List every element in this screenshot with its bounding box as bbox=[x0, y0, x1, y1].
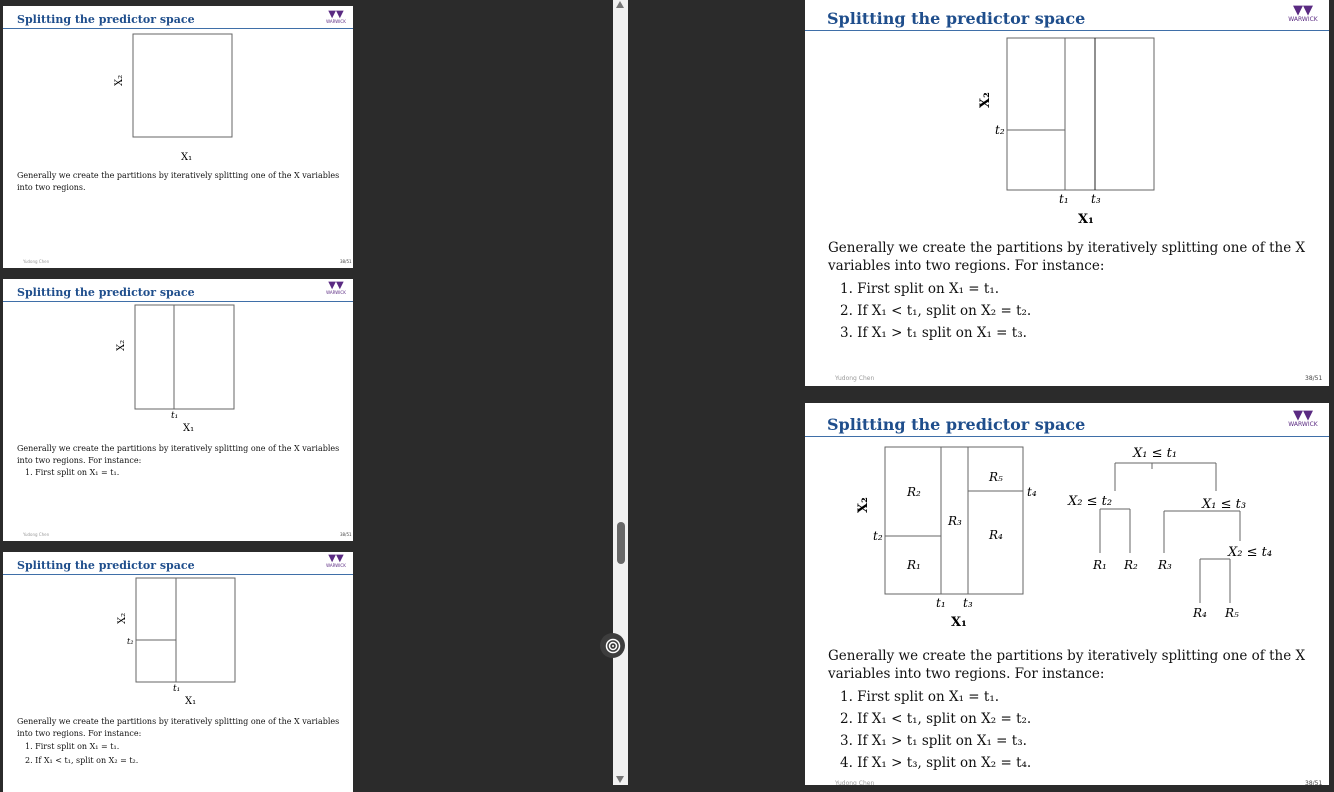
slide-body bbox=[828, 239, 1318, 344]
x1-axis-label: X₁ bbox=[183, 423, 195, 434]
warwick-logo: ▼▼ WARWICK bbox=[1288, 408, 1318, 428]
tree-right-split-label: X₁ ≤ t₃ bbox=[1202, 497, 1247, 512]
list-item: 1. First split on X₁ = t₁. bbox=[840, 281, 1000, 297]
t2-label: t₂ bbox=[873, 529, 883, 543]
steps-list bbox=[17, 467, 342, 479]
spiral-icon bbox=[605, 638, 621, 654]
slide-title: Splitting the predictor space bbox=[17, 286, 195, 299]
slide-title: Splitting the predictor space bbox=[827, 9, 1086, 28]
footer-page-number: 38/51 bbox=[340, 259, 352, 264]
x1-axis-label: X₁ bbox=[951, 615, 967, 630]
title-rule bbox=[3, 574, 353, 575]
tree-left-split-label: X₂ ≤ t₂ bbox=[1068, 494, 1113, 509]
body-paragraph: Generally we create the partitions by iteratively splitting one of the X variables into two regions. For instance: bbox=[17, 444, 340, 465]
warwick-logo: ▼▼ WARWICK bbox=[326, 553, 346, 568]
list-item: 3. If X₁ > t₁ split on X₁ = t₃. bbox=[840, 325, 1027, 341]
partition-diagram bbox=[845, 443, 1045, 633]
x1-axis-label: X₁ bbox=[1078, 212, 1094, 227]
slide-title: Splitting the predictor space bbox=[17, 559, 195, 572]
steps-list bbox=[17, 740, 342, 768]
body-paragraph: Generally we create the partitions by iteratively splitting one of the X variables into two regions. For instance: bbox=[17, 717, 340, 738]
title-rule bbox=[805, 436, 1329, 437]
tree-right-right-split-label: X₂ ≤ t₄ bbox=[1228, 545, 1273, 560]
tree-leaf-r3: R₃ bbox=[1158, 558, 1172, 572]
t1-label: t₁ bbox=[171, 411, 179, 421]
list-item: 1. First split on X₁ = t₁. bbox=[25, 468, 120, 477]
footer-author: Yudong Chen bbox=[23, 259, 50, 264]
list-item: 2. If X₁ < t₁, split on X₂ = t₂. bbox=[840, 303, 1032, 319]
t4-label: t₄ bbox=[1027, 485, 1037, 499]
title-rule bbox=[3, 28, 353, 29]
region-r1-label: R₁ bbox=[907, 558, 921, 572]
scroll-up-arrow-icon[interactable] bbox=[616, 1, 624, 8]
slide-body bbox=[828, 647, 1318, 774]
partition-diagram bbox=[103, 303, 243, 438]
vertical-scrollbar[interactable] bbox=[613, 0, 628, 785]
slide-title: Splitting the predictor space bbox=[17, 13, 195, 26]
steps-list bbox=[828, 686, 1318, 774]
title-rule bbox=[3, 301, 353, 302]
list-item: 2. If X₁ < t₁, split on X₂ = t₂. bbox=[840, 711, 1032, 727]
title-rule bbox=[805, 30, 1329, 31]
x2-axis-label: X₂ bbox=[114, 74, 125, 86]
tree-root-label: X₁ ≤ t₁ bbox=[1133, 446, 1178, 461]
warwick-logo: ▼▼ WARWICK bbox=[326, 280, 346, 295]
slide-thumbnail-2[interactable] bbox=[3, 279, 353, 541]
x2-axis-label: X₂ bbox=[978, 92, 993, 108]
t3-label: t₃ bbox=[1091, 192, 1101, 206]
t2-label: t₂ bbox=[127, 637, 134, 646]
region-r3-label: R₃ bbox=[948, 514, 962, 528]
footer-page-number: 38/51 bbox=[1305, 375, 1323, 382]
region-r4-label: R₄ bbox=[989, 528, 1003, 542]
tree-leaf-r2: R₂ bbox=[1124, 558, 1138, 572]
region-r2-label: R₂ bbox=[907, 485, 921, 499]
warwick-logo: ▼▼ WARWICK bbox=[326, 9, 346, 24]
slide-body bbox=[17, 716, 342, 768]
x1-axis-label: X₁ bbox=[181, 152, 193, 163]
steps-list bbox=[828, 278, 1318, 344]
x2-axis-label: X₂ bbox=[117, 612, 128, 624]
body-paragraph: Generally we create the partitions by iteratively splitting one of the X variables into two regions. bbox=[17, 171, 340, 192]
footer-page-number: 38/51 bbox=[340, 532, 352, 537]
t1-label: t₁ bbox=[1059, 192, 1069, 206]
partition-diagram bbox=[965, 34, 1165, 230]
footer-author: Yudong Chen bbox=[835, 780, 875, 785]
slide-title: Splitting the predictor space bbox=[827, 415, 1086, 434]
list-item: 3. If X₁ > t₁ split on X₁ = t₃. bbox=[840, 733, 1027, 749]
t3-label: t₃ bbox=[963, 596, 973, 610]
t1-label: t₁ bbox=[936, 596, 946, 610]
tree-leaf-r5: R₅ bbox=[1225, 606, 1239, 620]
t1-label: t₁ bbox=[173, 684, 181, 694]
warwick-logo: ▼▼ WARWICK bbox=[1288, 3, 1318, 23]
x1-axis-label: X₁ bbox=[185, 696, 197, 707]
tree-leaf-r1: R₁ bbox=[1093, 558, 1107, 572]
slide-body bbox=[17, 443, 342, 479]
x2-axis-label: X₂ bbox=[116, 339, 127, 351]
body-paragraph: Generally we create the partitions by iteratively splitting one of the X variables into two regions. For instance: bbox=[828, 240, 1306, 274]
footer-author: Yudong Chen bbox=[835, 375, 875, 382]
list-item: 4. If X₁ > t₃, split on X₂ = t₄. bbox=[840, 755, 1032, 771]
slide-38-step-3[interactable] bbox=[805, 0, 1329, 386]
slide-thumbnail-3[interactable] bbox=[3, 552, 353, 792]
scrollbar-thumb[interactable] bbox=[617, 522, 625, 564]
assistant-button[interactable] bbox=[600, 633, 625, 658]
scroll-down-arrow-icon[interactable] bbox=[616, 776, 624, 783]
decision-tree-diagram bbox=[1060, 441, 1325, 631]
body-paragraph: Generally we create the partitions by iteratively splitting one of the X variables into two regions. For instance: bbox=[828, 648, 1306, 682]
slide-body bbox=[17, 170, 342, 194]
x2-axis-label: X₂ bbox=[856, 497, 871, 513]
region-r5-label: R₅ bbox=[989, 470, 1003, 484]
footer-author: Yudong Chen bbox=[23, 532, 50, 537]
slide-38-step-4[interactable] bbox=[805, 403, 1329, 785]
t2-label: t₂ bbox=[995, 123, 1005, 137]
list-item: 2. If X₁ < t₁, split on X₂ = t₂. bbox=[25, 756, 139, 765]
list-item: 1. First split on X₁ = t₁. bbox=[840, 689, 1000, 705]
tree-leaf-r4: R₄ bbox=[1193, 606, 1207, 620]
list-item: 1. First split on X₁ = t₁. bbox=[25, 742, 120, 751]
slide-thumbnail-1[interactable] bbox=[3, 6, 353, 268]
partition-diagram bbox=[103, 32, 243, 167]
partition-diagram bbox=[103, 576, 243, 711]
footer-page-number: 38/51 bbox=[1305, 780, 1323, 785]
